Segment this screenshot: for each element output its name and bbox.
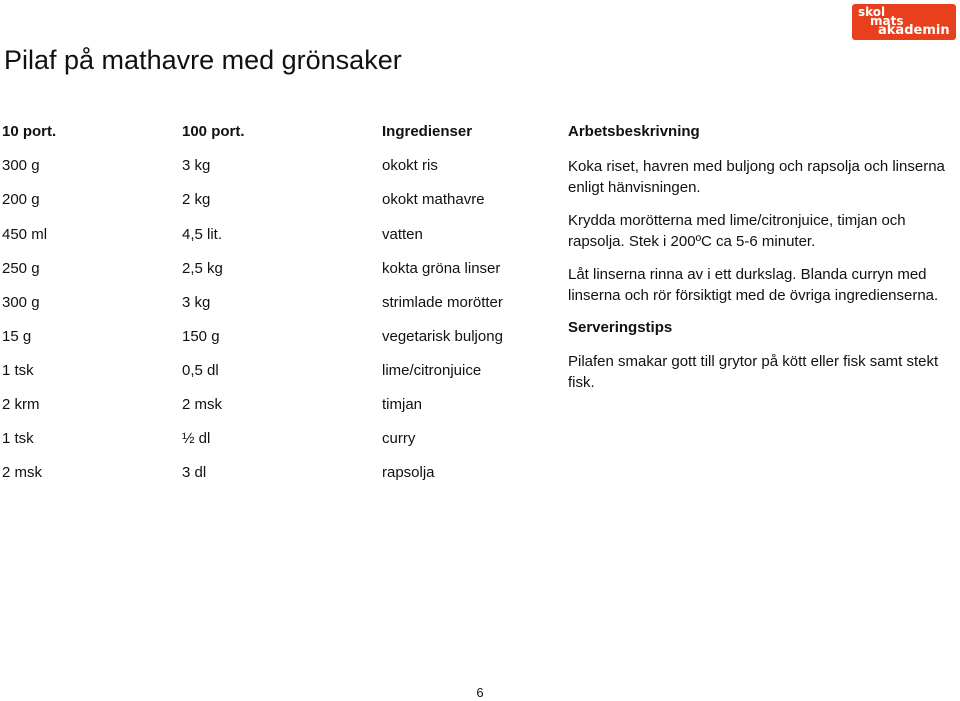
qty-10-cell: 300 g (2, 294, 40, 311)
instruction-paragraph: Låt linserna rinna av i ett durkslag. Blanda curryn med linserna och rör försiktigt med de övriga ingredienserna. (568, 266, 939, 304)
logo-text-mats: mats (870, 14, 904, 28)
qty-10-cell: 2 krm (2, 396, 40, 413)
qty-100-cell: 150 g (182, 328, 220, 345)
page-title: Pilaf på mathavre med grönsaker (4, 45, 402, 75)
qty-10-cell: 1 tsk (2, 362, 34, 379)
qty-100-cell: 2,5 kg (182, 260, 223, 277)
qty-10-cell: 200 g (2, 191, 40, 208)
qty-100-cell: 4,5 lit. (182, 226, 223, 243)
ingredient-cell: vatten (382, 226, 423, 243)
qty-10-cell: 450 ml (2, 226, 48, 243)
qty-10-cell: 2 msk (2, 464, 43, 481)
ingredient-cell: curry (382, 430, 416, 447)
header-100-port: 100 port. (182, 123, 245, 140)
page-number: 6 (476, 685, 484, 700)
ingredient-cell: lime/citronjuice (382, 362, 482, 379)
qty-100-cell: 2 msk (182, 396, 223, 413)
qty-10-cell: 300 g (2, 157, 40, 174)
ingredient-cell: strimlade morötter (382, 294, 503, 311)
instructions-heading: Arbetsbeskrivning (568, 123, 700, 140)
header-ingredienser: Ingredienser (382, 123, 473, 140)
instruction-paragraph: Krydda morötterna med lime/citronjuice, timjan och rapsolja. Stek i 200ºC ca 5-6 minuter. (568, 212, 906, 250)
ingredient-cell: timjan (382, 396, 423, 413)
ingredient-cell: rapsolja (382, 464, 435, 481)
instruction-paragraph: Koka riset, havren med buljong och rapsolja och linserna enligt hänvisningen. (568, 158, 945, 196)
qty-10-cell: 1 tsk (2, 430, 34, 447)
ingredient-cell: vegetarisk buljong (382, 328, 503, 345)
ingredient-cell: okokt mathavre (382, 191, 485, 208)
qty-100-cell: 0,5 dl (182, 362, 219, 379)
serving-text: Pilafen smakar gott till grytor på kött eller fisk samt stekt fisk. (568, 353, 939, 391)
logo-text-skol: skol (858, 5, 886, 19)
qty-10-cell: 250 g (2, 260, 40, 277)
instructions-panel (568, 122, 956, 405)
header-10-port: 10 port. (2, 123, 57, 140)
serving-heading: Serveringstips (568, 319, 673, 336)
qty-100-cell: ½ dl (182, 430, 211, 447)
ingredient-cell: kokta gröna linser (382, 260, 501, 277)
qty-100-cell: 2 kg (182, 191, 211, 208)
qty-100-cell: 3 kg (182, 157, 211, 174)
ingredient-cell: okokt ris (382, 157, 438, 174)
qty-100-cell: 3 kg (182, 294, 211, 311)
logo (852, 4, 956, 40)
qty-100-cell: 3 dl (182, 464, 207, 481)
logo-text-akademin: akademin (878, 23, 950, 38)
qty-10-cell: 15 g (2, 328, 32, 345)
